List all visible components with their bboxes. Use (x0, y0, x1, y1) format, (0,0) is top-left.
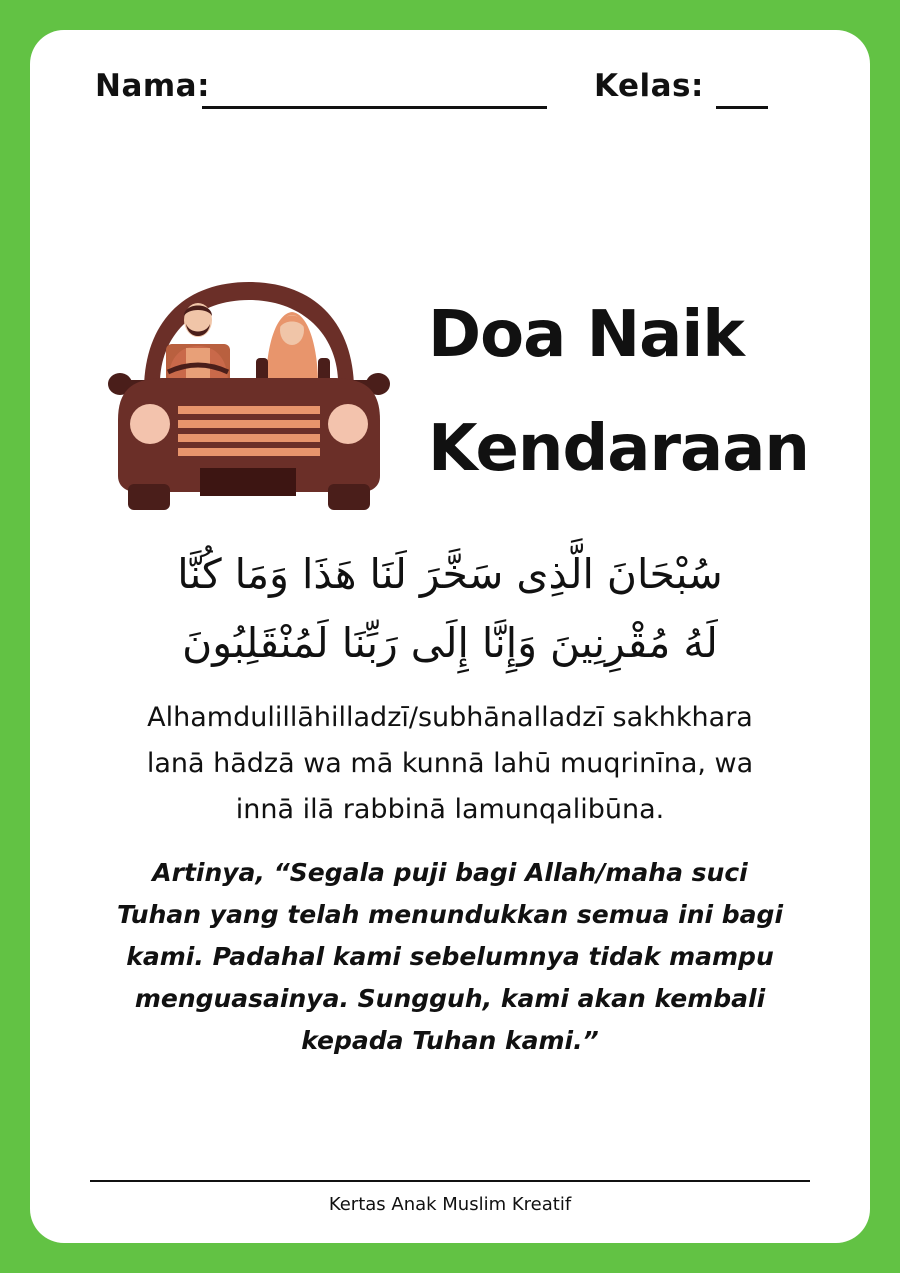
meaning-line-4: menguasainya. Sungguh, kami akan kembali (134, 984, 766, 1013)
class-label: Kelas: (594, 68, 704, 104)
name-field[interactable] (202, 106, 547, 109)
car-with-family-icon (106, 280, 392, 512)
meaning-line-1: Artinya, “Segala puji bagi Allah/maha suci (152, 858, 748, 887)
meaning-line-3: kami. Padahal kami sebelumnya tidak mampu (126, 942, 774, 971)
transliteration-line-3: innā ilā rabbinā lamunqalibūna. (235, 794, 665, 825)
name-label: Nama: (95, 68, 210, 104)
meaning-line-2: Tuhan yang telah menundukkan semua ini bagi (116, 900, 784, 929)
class-field[interactable] (716, 106, 768, 109)
transliteration-line-1: Alhamdulillāhilladzī/subhānalladzī sakhkhara (147, 702, 753, 733)
arabic-line-2: لَهُ مُقْرِنِينَ وَإِنَّا إِلَى رَبِّنَا لَمُنْقَلِبُونَ (182, 619, 718, 667)
footer-text: Kertas Anak Muslim Kreatif (328, 1194, 572, 1215)
title-line-1: Doa Naik (428, 298, 744, 372)
transliteration-line-2: lanā hādzā wa mā kunnā lahū muqrinīna, wa (146, 748, 754, 779)
footer-divider (90, 1180, 810, 1182)
title-line-2: Kendaraan (428, 412, 809, 486)
arabic-line-1: سُبْحَانَ الَّذِى سَخَّرَ لَنَا هَذَا وَمَا كُنَّا (177, 550, 723, 598)
meaning-line-5: kepada Tuhan kami.” (301, 1026, 599, 1055)
